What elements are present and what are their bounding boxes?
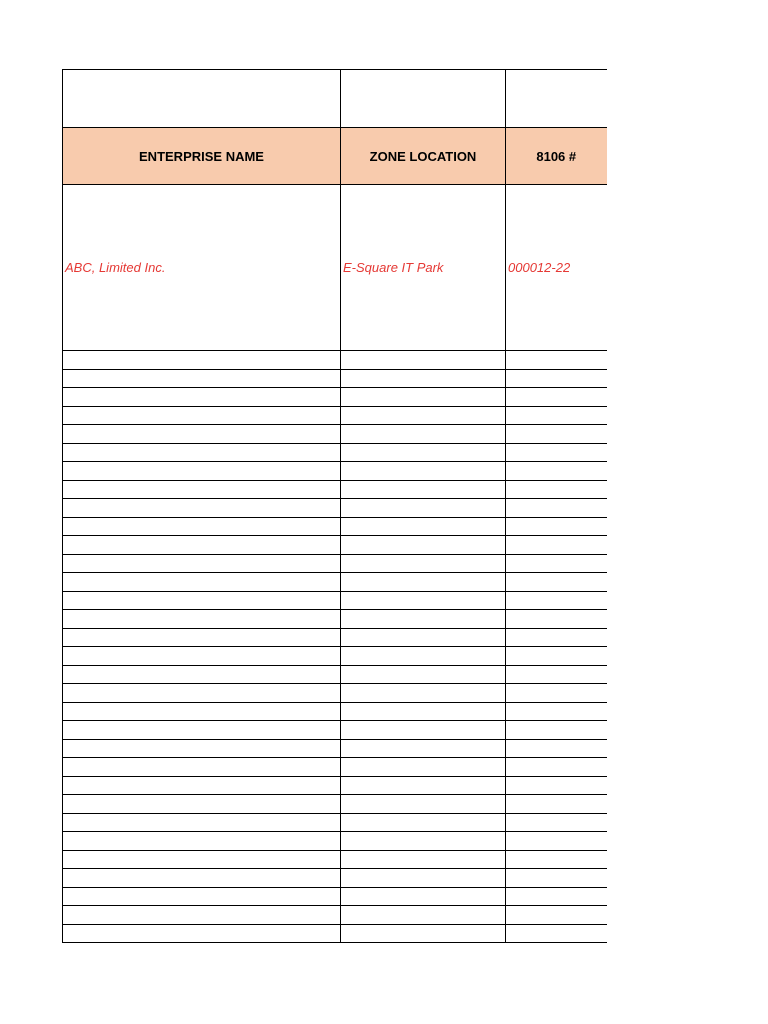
empty-cell[interactable] bbox=[506, 739, 607, 758]
empty-cell[interactable] bbox=[341, 462, 506, 481]
empty-cell[interactable] bbox=[341, 906, 506, 925]
empty-cell[interactable] bbox=[63, 795, 341, 814]
empty-cell[interactable] bbox=[341, 924, 506, 943]
empty-cell[interactable] bbox=[341, 591, 506, 610]
empty-row bbox=[63, 517, 607, 536]
empty-row bbox=[63, 554, 607, 573]
empty-cell[interactable] bbox=[63, 758, 341, 777]
empty-cell[interactable] bbox=[341, 869, 506, 888]
empty-cell[interactable] bbox=[506, 813, 607, 832]
empty-cell[interactable] bbox=[506, 610, 607, 629]
empty-cell[interactable] bbox=[506, 869, 607, 888]
empty-row bbox=[63, 924, 607, 943]
empty-cell[interactable] bbox=[506, 776, 607, 795]
empty-cell[interactable] bbox=[63, 591, 341, 610]
empty-cell[interactable] bbox=[506, 554, 607, 573]
empty-row bbox=[63, 906, 607, 925]
empty-cell[interactable] bbox=[341, 832, 506, 851]
empty-row bbox=[63, 628, 607, 647]
empty-cell[interactable] bbox=[506, 406, 607, 425]
empty-row bbox=[63, 887, 607, 906]
table-row bbox=[63, 185, 607, 351]
empty-cell[interactable] bbox=[341, 388, 506, 407]
empty-cell[interactable] bbox=[506, 647, 607, 666]
blank-top-row bbox=[63, 70, 607, 128]
empty-row bbox=[63, 850, 607, 869]
empty-cell[interactable] bbox=[506, 536, 607, 555]
empty-row bbox=[63, 499, 607, 518]
empty-cell[interactable] bbox=[341, 480, 506, 499]
empty-cell[interactable] bbox=[341, 628, 506, 647]
empty-cell[interactable] bbox=[506, 443, 607, 462]
empty-row bbox=[63, 480, 607, 499]
cell-zone-location[interactable]: E-Square IT Park bbox=[341, 185, 506, 351]
empty-row bbox=[63, 795, 607, 814]
empty-cell[interactable] bbox=[63, 406, 341, 425]
empty-row bbox=[63, 813, 607, 832]
empty-row bbox=[63, 406, 607, 425]
empty-row bbox=[63, 536, 607, 555]
empty-cell[interactable] bbox=[341, 813, 506, 832]
empty-cell[interactable] bbox=[341, 499, 506, 518]
empty-cell[interactable] bbox=[341, 369, 506, 388]
empty-cell[interactable] bbox=[63, 721, 341, 740]
empty-cell[interactable] bbox=[506, 425, 607, 444]
empty-row bbox=[63, 832, 607, 851]
empty-cell[interactable] bbox=[63, 832, 341, 851]
empty-cell[interactable] bbox=[341, 795, 506, 814]
empty-cell[interactable] bbox=[63, 480, 341, 499]
empty-row bbox=[63, 388, 607, 407]
cell-8106-number[interactable]: 000012-22 bbox=[506, 185, 607, 351]
empty-cell[interactable] bbox=[506, 499, 607, 518]
empty-row bbox=[63, 721, 607, 740]
empty-cell[interactable] bbox=[341, 665, 506, 684]
cell[interactable] bbox=[506, 70, 607, 128]
empty-cell[interactable] bbox=[341, 425, 506, 444]
empty-cell[interactable] bbox=[63, 702, 341, 721]
empty-cell[interactable] bbox=[341, 517, 506, 536]
empty-cell[interactable] bbox=[341, 721, 506, 740]
empty-cell[interactable] bbox=[341, 351, 506, 370]
empty-row bbox=[63, 425, 607, 444]
empty-row bbox=[63, 369, 607, 388]
empty-row bbox=[63, 758, 607, 777]
empty-cell[interactable] bbox=[506, 628, 607, 647]
empty-cell[interactable] bbox=[63, 906, 341, 925]
empty-cell[interactable] bbox=[506, 369, 607, 388]
empty-row bbox=[63, 462, 607, 481]
empty-row bbox=[63, 739, 607, 758]
empty-cell[interactable] bbox=[341, 443, 506, 462]
empty-cell[interactable] bbox=[506, 388, 607, 407]
cell[interactable] bbox=[63, 70, 341, 128]
empty-cell[interactable] bbox=[63, 628, 341, 647]
empty-cell[interactable] bbox=[63, 554, 341, 573]
empty-cell[interactable] bbox=[341, 684, 506, 703]
empty-row bbox=[63, 665, 607, 684]
empty-cell[interactable] bbox=[341, 702, 506, 721]
empty-cell[interactable] bbox=[506, 906, 607, 925]
empty-cell[interactable] bbox=[341, 887, 506, 906]
empty-cell[interactable] bbox=[506, 517, 607, 536]
empty-cell[interactable] bbox=[506, 351, 607, 370]
empty-row bbox=[63, 351, 607, 370]
empty-cell[interactable] bbox=[506, 480, 607, 499]
empty-cell[interactable] bbox=[506, 795, 607, 814]
empty-cell[interactable] bbox=[341, 610, 506, 629]
empty-cell[interactable] bbox=[63, 425, 341, 444]
empty-cell[interactable] bbox=[506, 721, 607, 740]
empty-cell[interactable] bbox=[341, 554, 506, 573]
cell[interactable] bbox=[341, 70, 506, 128]
empty-cell[interactable] bbox=[63, 924, 341, 943]
empty-cell[interactable] bbox=[63, 573, 341, 592]
empty-cell[interactable] bbox=[506, 832, 607, 851]
empty-cell[interactable] bbox=[506, 758, 607, 777]
empty-cell[interactable] bbox=[506, 924, 607, 943]
empty-cell[interactable] bbox=[506, 702, 607, 721]
empty-cell[interactable] bbox=[63, 647, 341, 666]
empty-cell[interactable] bbox=[506, 684, 607, 703]
header-zone-location[interactable]: ZONE LOCATION bbox=[341, 128, 506, 185]
empty-cell[interactable] bbox=[63, 369, 341, 388]
empty-cell[interactable] bbox=[341, 739, 506, 758]
empty-row bbox=[63, 610, 607, 629]
empty-cell[interactable] bbox=[341, 758, 506, 777]
empty-row bbox=[63, 776, 607, 795]
empty-cell[interactable] bbox=[506, 591, 607, 610]
header-enterprise-name[interactable]: ENTERPRISE NAME bbox=[63, 128, 341, 185]
header-8106-number[interactable]: 8106 # bbox=[506, 128, 607, 185]
empty-cell[interactable] bbox=[63, 813, 341, 832]
empty-cell[interactable] bbox=[63, 462, 341, 481]
empty-cell[interactable] bbox=[63, 776, 341, 795]
empty-cell[interactable] bbox=[63, 850, 341, 869]
empty-cell[interactable] bbox=[341, 573, 506, 592]
empty-cell[interactable] bbox=[63, 684, 341, 703]
empty-cell[interactable] bbox=[63, 610, 341, 629]
empty-cell[interactable] bbox=[341, 776, 506, 795]
empty-cell[interactable] bbox=[63, 869, 341, 888]
empty-row bbox=[63, 702, 607, 721]
empty-cell[interactable] bbox=[506, 462, 607, 481]
empty-cell[interactable] bbox=[63, 351, 341, 370]
empty-cell[interactable] bbox=[63, 887, 341, 906]
empty-cell[interactable] bbox=[506, 887, 607, 906]
header-row bbox=[63, 128, 607, 185]
cell-enterprise-name[interactable]: ABC, Limited Inc. bbox=[63, 185, 341, 351]
empty-cell[interactable] bbox=[63, 499, 341, 518]
empty-row bbox=[63, 647, 607, 666]
empty-cell[interactable] bbox=[506, 573, 607, 592]
spreadsheet bbox=[62, 69, 606, 943]
empty-cell[interactable] bbox=[63, 665, 341, 684]
empty-cell[interactable] bbox=[341, 536, 506, 555]
empty-row bbox=[63, 591, 607, 610]
empty-cell[interactable] bbox=[63, 517, 341, 536]
empty-cell[interactable] bbox=[506, 665, 607, 684]
empty-row bbox=[63, 443, 607, 462]
empty-cell[interactable] bbox=[341, 647, 506, 666]
empty-cell[interactable] bbox=[506, 850, 607, 869]
empty-row bbox=[63, 869, 607, 888]
empty-cell[interactable] bbox=[63, 739, 341, 758]
enterprise-table bbox=[62, 69, 607, 943]
empty-cell[interactable] bbox=[63, 536, 341, 555]
empty-cell[interactable] bbox=[341, 406, 506, 425]
empty-cell[interactable] bbox=[341, 850, 506, 869]
empty-cell[interactable] bbox=[63, 443, 341, 462]
empty-cell[interactable] bbox=[63, 388, 341, 407]
empty-row bbox=[63, 684, 607, 703]
empty-row bbox=[63, 573, 607, 592]
